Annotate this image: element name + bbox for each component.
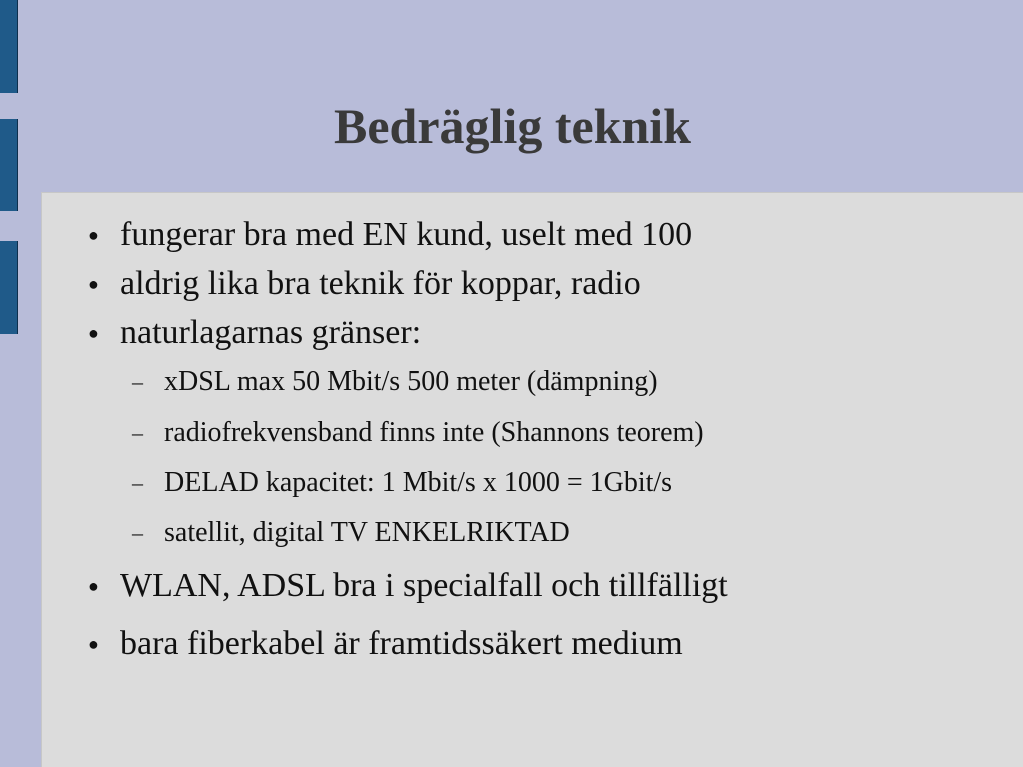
bullet-text: fungerar bra med EN kund, uselt med 100 <box>120 216 693 253</box>
dash-icon: – <box>132 369 143 394</box>
sub-bullet-text: satellit, digital TV ENKELRIKTAD <box>164 517 570 548</box>
bullet-text: naturlagarnas gränser: <box>120 314 422 351</box>
bullet-text: bara fiberkabel är framtidssäkert medium <box>120 625 683 662</box>
bullet-text: aldrig lika bra teknik för koppar, radio <box>120 265 641 302</box>
bullet-item <box>88 313 421 353</box>
bullet-icon: ● <box>88 274 99 294</box>
bullet-item <box>88 624 683 664</box>
bullet-item <box>88 566 728 606</box>
bullet-item <box>88 215 692 255</box>
sub-bullet-text: xDSL max 50 Mbit/s 500 meter (dämpning) <box>164 366 658 397</box>
side-accent-bar <box>0 241 18 334</box>
bullet-icon: ● <box>88 576 99 596</box>
slide-title: Bedräglig teknik <box>334 98 691 154</box>
dash-icon: – <box>132 420 143 445</box>
dash-icon: – <box>132 520 143 545</box>
sub-bullet-item <box>132 466 672 500</box>
bullet-icon: ● <box>88 323 99 343</box>
side-accent-bar <box>0 119 18 211</box>
sub-bullet-text: radiofrekvensband finns inte (Shannons teorem) <box>164 417 704 448</box>
bullet-text: WLAN, ADSL bra i specialfall och tillfälligt <box>120 567 728 604</box>
sub-bullet-text: DELAD kapacitet: 1 Mbit/s x 1000 = 1Gbit/s <box>164 467 673 498</box>
bullet-item <box>88 264 641 304</box>
dash-icon: – <box>132 470 143 495</box>
bullet-icon: ● <box>88 634 99 654</box>
sub-bullet-item <box>132 365 658 399</box>
side-accent-bar <box>0 0 18 93</box>
sub-bullet-item <box>132 416 704 450</box>
bullet-icon: ● <box>88 225 99 245</box>
sub-bullet-item <box>132 516 570 550</box>
